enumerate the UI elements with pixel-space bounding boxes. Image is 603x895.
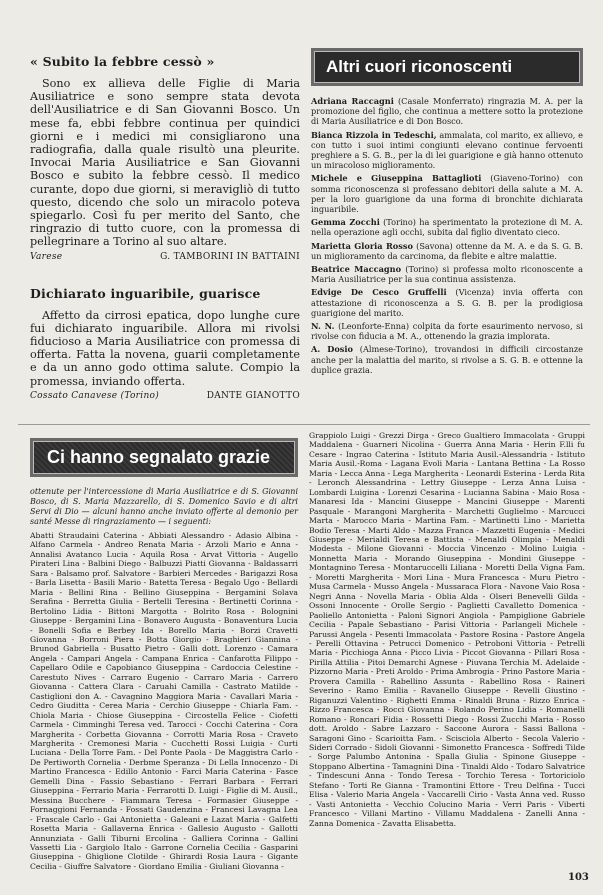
section-divider	[18, 424, 590, 425]
story-body: Affetto da cirrosi epatica, dopo lunghe cure fui dichiarato inguaribile. Allora mi rivolsi fiducioso a Maria Ausiliatrice con promessa di offerta. Fatta la novena, guarii completamente e da un anno godo ottima salute. Compio la promessa, inviando offerta.	[30, 308, 300, 388]
story-signature	[30, 391, 300, 401]
signature-name: G. TAMBORINI IN BATTAINI	[160, 251, 300, 262]
signature-place: Cossato Canavese (Torino)	[30, 390, 160, 401]
ci-hanno-segnalato-banner: Ci hanno segnalato grazie	[30, 438, 298, 477]
altri-cuori-banner: Altri cuori riconoscenti	[311, 48, 583, 86]
story-title: Dichiarato inguaribile, guarisce	[30, 285, 261, 301]
names-list-left: Abatti Straudaini Caterina - Abbiati Alessandro - Adasio Albina - Alfano Carmela - Andreo Renata Maria - Arzoli Mario e Anna - Annalisi Avatanco Lucia - Aquila Rosa - Arvat Vittoria - Augello Pirateri Lina - Balbini Diego - Balbuzzi Piatti Giovanna - Baldassarri Sara - Balsamo prof. Salvatore - Barbieri Mercedes - Barigazzi Rosa - Barla Lisetta - Basili Mario - Batetta Teresa - Begalo Ugo - Bellardi Maria - Bellini Rina - Bellino Giuseppina - Bergamini Solava Serafina - Berretta Giulia - Bertelli Teresina - Bertinetti Corinna - Bertolino Lidia - Bittoni Margotta - Bolrito Rosa - Bolognini Giuseppe - Bergamini Lina - Bonavero Augusta - Bonaventura Lucia - Bonelli Sofia e Berbey Ida - Borello Maria - Borzi Cravetti Giovanna - Borroni Piera - Botta Giorgio - Braghieri Giannina - Brunod Gabriella - Busatto Pietro - Galli dott. Lorenzo - Camara Angela - Campari Angela - Campana Enrica - Canfarotta Filippo - Capellaro Odile e Capobianco Giuseppina - Cardoccia Celestine - Carestuto Nives - Carraro Eugenio - Carraro Maria - Carrero Giovanna - Cattera Clara - Caruahi Camilla - Castrato Matilde - Castiglioni don A. - Cavagnino Maggiora Maria - Cavallari Maria - Cedro Giuditta - Cerea Maria - Cerchio Giuseppe - Chiarla Fam. - Chiola Maria - Chiose Giuseppina - Circostella Felice - Ciofetti Carmela - Cimminghi Teresa ved. Tarocci - Cocchi Caterina - Cora Margherita - Corbetta Giovanna - Corrotti Maria Rosa - Craveto Margherita - Cremonesi Maria - Cucchetti Rossi Luigia - Curti Luciana - Della Torre Fam. - Del Ponte Paola - De Maggistra Carlo - De Pertiworth Cornelia - Derbme Speranza - Di Lella Innocenzo - Di Martino Francesca - Edillo Antonio - Farci Maria Caterina - Fasce Gemelli Dina - Fassio Sebastiano - Ferrari Barbara - Ferrari Giuseppina - Ferrario Maria - Ferrarotti D. Luigi - Figlie di M. Ausil., Messina Bucchere - Fiammara Teresa - Formasier Giuseppe - Fornaggioni Fernanda - Fossati Gaudenzina - Francesi Lavagna Lea - Frascale Carlo - Gai Antonietta - Galeani e Lazat Maria - Galfetti Rosetta Maria - Gallaverna Enrica - Gallesio Augusto - Gallotti Annunziata - Galli Tiburni Ercolina - Galliera Corinna - Gallini Vassetti Lia - Gargiolo Italo - Garrone Cornelia Cecilia - Gasparini Giuseppina - Ghiglione Clotilde - Ghirardi Rosia Laura - Gigante Cecilia - Giuffre Salvatore - Giordano Emilia - Giuliani Giovanna -	[30, 531, 298, 871]
story-subito-la-febbre	[30, 54, 300, 262]
thanks-entry: A. Dosio (Almese-Torino), trovandosi in difficili circostanze anche per la malattia del marito, si rivolse a S. G. B. e ottenne la duplice grazia.	[311, 344, 583, 375]
story-body: Sono ex allieva delle Figlie di Maria Ausiliatrice e sono sempre stata devota dell'Ausiliatrice e di San Giovanni Bosco. Un mese fa, ebbi febbre continua per quindici giorni e i medici mi consigliarono una radiografia, dalla quale risultò una pleurite. Invocai Maria Ausiliatrice e San Giovanni Bosco e subito la febbre cessò. Il medico curante, dopo due giorni, si meravigliò di tutto questo, dicendo che solo un miracolo poteva spiegarlo. Così fu per merito del Santo, che ringrazio di tutto cuore, con la promessa di pellegrinare a Torino al suo altare.	[30, 77, 300, 249]
thanks-list	[311, 96, 583, 375]
thanks-entry: Gemma Zocchi (Torino) ha sperimentato la protezione di M. A. nella operazione agli occhi, subita dal figlio diventato cieco.	[311, 217, 584, 238]
page-number: 103	[568, 872, 589, 883]
right-bottom-column	[309, 431, 585, 828]
thanks-entry: Bianca Rizzola in Tedeschi, ammalata, col marito, ex allievo, e con tutto i suoi intimi congiunti elevano continue fervoenti preghiere a S. G. B., per la di lei guarigione e già hanno ottenuto un miracoloso miglioramento.	[311, 129, 583, 171]
thanks-entry: Michele e Giuseppina Battaglioti (Giaveno-Torino) con somma riconoscenza si professano debitori della salute a M. A. per la loro guarigione da una forma di bronchite dichiarata inguaribile.	[311, 173, 583, 215]
story-signature	[30, 252, 300, 262]
story-dichiarato-inguaribile	[30, 286, 300, 401]
grazie-intro: ottenute per l'intercessione di Maria Ausiliatrice e di S. Giovanni Bosco, di S. Maria Mazzarello, di S. Domenico Savio e di altri Servi di Dio — alcuni hanno anche inviato offerte al demonio per santé Messe di ringraziamento — i seguenti:	[30, 487, 298, 526]
signature-place: Varese	[30, 251, 63, 262]
signature-name: DANTE GIANOTTO	[206, 390, 300, 401]
thanks-entry: Beatrice Maccagno (Torino) si professa molto riconoscente a Maria Ausiliatrice per la sua continua assistenza.	[311, 264, 583, 285]
thanks-entry: Adriana Raccagni (Casale Monferrato) ringrazia M. A. per la promozione del figlio, che continua a mettere sotto la protezione di Maria Ausiliatrice e di Don Bosco.	[311, 96, 583, 127]
story-title: « Subito la febbre cessò »	[30, 54, 215, 69]
thanks-entry: Marietta Gloria Rosso (Savona) ottenne da M. A. e da S. G. B. un miglioramento da carcinoma, da flebite e altre malattie.	[311, 240, 583, 261]
thanks-entry: Edvige De Cesco Gruffelli (Vicenza) invia offerta con attestazione di riconoscenza a S. G. B. per la prodigiosa guarigione del marito.	[311, 287, 584, 318]
left-bottom-column	[30, 438, 298, 871]
left-top-column	[30, 48, 300, 401]
thanks-entry: N. N. (Leonforte-Enna) colpita da forte esaurimento nervoso, si rivolse con fiducia a M. A., ottenendo la grazia implorata.	[311, 321, 583, 342]
right-top-column	[311, 48, 583, 378]
names-list-right: Grappiolo Luigi - Grezzi Dirga - Greco Gualtiero Immacolata - Gruppi Maddalena - Guarneri Nicolina - Guerra Anna Maria - Herin F.lli fu Cesare - Ingrao Caterina - Istituto Maria Ausil.-Alessandria - Istituto Maria Ausil.-Roma - Lagana Evoli Maria - Lantana Bettina - La Rosso Maria - Lecca Anna - Lega Margherita - Leonardi Esterina - Lerda Rita - Leronch Alessandrina - Lettry Giuseppe - Lerza Anna Luisa - Lombardi Luigina - Lorenzi Cesarina - Lucianna Sabina - Maio Rosa - Manaresi Ida - Mancini Giuseppe - Mancini Giuseppe - Marenti Pasquale - Marangoni Margherita - Marchetti Guglielmo - Marcucci Marta - Marocco Maria - Martina Fam. - Martinetti Lino - Marietta Bodio Teresa - Marti Aldo - Mazza Franca - Mazzetti Eugenia - Medici Giuseppe - Merialdi Teresa e Battista - Menaldi Olimpia - Menaldi Modesta - Milone Giovanni - Moccia Vincenzo - Molino Luigia - Monnetta Maria - Morando Giuseppina - Mondini Giuseppe - Montagnino Teresa - Montaruccelli Liliana - Moretti Della Vigna Fam. - Moretti Margherita - Mori Lina - Mura Francesca - Muru Pietro - Musa Carmela - Musso Angela - Mussaraca Flora - Navone Vaio Rosa - Negri Anna - Novella Maria - Oblia Alda - Olseri Benevelli Gilda - Ossoni Innocente - Orolle Sergio - Paglietti Cavalletto Domenica - Paoliello Antonietta - Paloni Signori Angiola - Pampiglione Gabriele Cecilia - Papale Sebastiano - Parisi Vittoria - Parlangeli Michele - Parussi Angela - Pesenti Immacolata - Pastore Rosina - Pastore Angela - Perelli Ottavina - Petrucci Domenico - Petroboni Vittoria - Petrelli Maria - Picchioga Anna - Picco Livia - Piccot Giovanna - Pillari Rosa - Pirilla Attilia - Pitoi Demarchi Agnese - Piuvana Terchia M. Adelaide - Pizzorno Maria - Preti Aroldo - Prima Ambrogia - Prino Pastore Maria - Provera Camilla - Rabellino Assunta - Rabellino Rosa - Raineri Severino - Ramo Emilia - Ravanello Giuseppe - Revelli Giustino - Riganuzzi Valentino - Righetti Emma - Rinaldi Bruna - Rizzo Enrica - Rizzo Francesca - Rocci Giovanna - Rolando Perino Lidia - Romanelli Romano - Roncari Fidia - Rossetti Diego - Rossi Zucchi Maria - Rosso dott. Aroldo - Sabre Lazzaro - Saccone Aurora - Sassi Ballona - Saragoni Gino - Scarioitta Fam. - Scisciola Alberto - Secola Valerio - Sideri Corrado - Sidoli Giovanni - Simonetto Francesca - Soffredi Tilde - Sorge Palumbo Antonina - Spalla Giulia - Spinone Giuseppe - Stoppano Albertina - Tamagnini Dina - Tinaldi Aldo - Todaro Salvatrice - Tindescuni Anna - Tondo Teresa - Torchio Teresa - Tortoriciolo Stefano - Torti Re Gianna - Tramontini Ettore - Treu Delfina - Tucci Elisa - Valerio Maria Angela - Vaccarelli Cirio - Vasta Anna ved. Russo - Vasti Antonietta - Vecchio Colucino Maria - Verri Paris - Viberti Francesco - Villani Martino - Villamu Maddalena - Zanelli Anna - Zanna Domenica - Zavatta Elisabetta.	[309, 431, 585, 828]
